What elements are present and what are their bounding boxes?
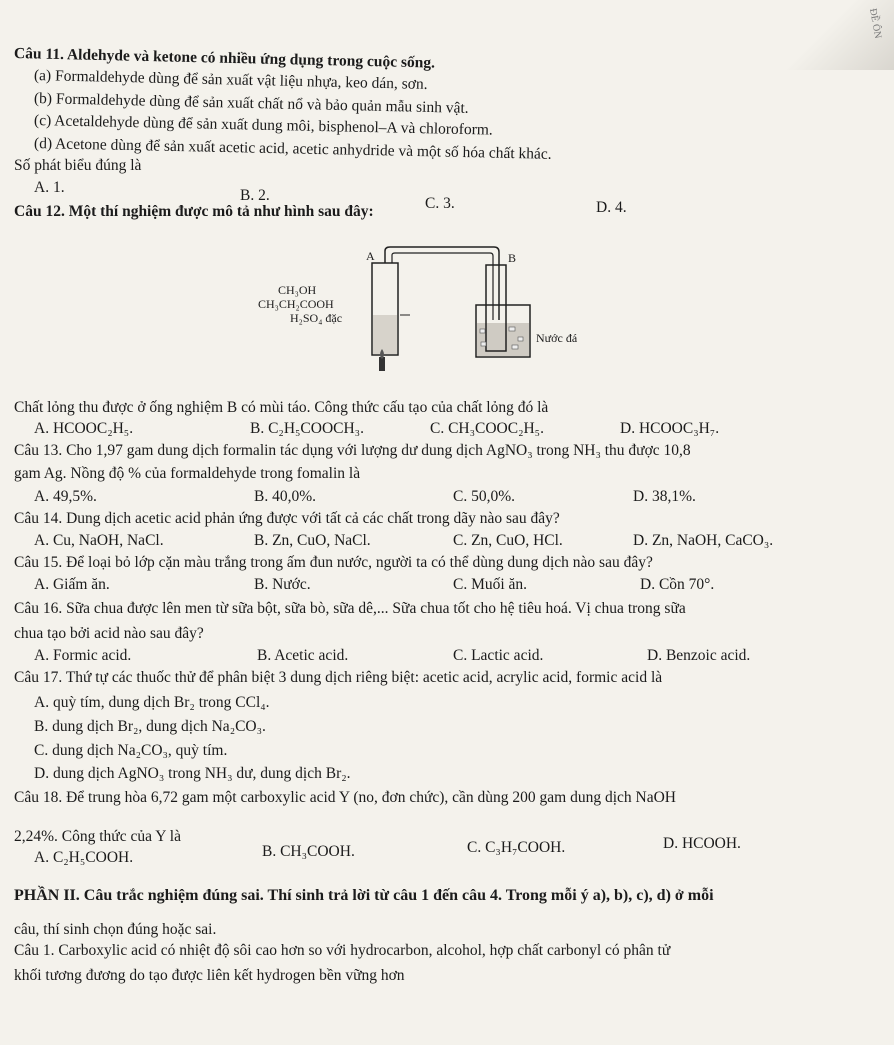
page-corner: [780, 0, 894, 70]
q16-option-d[interactable]: D. Benzoic acid.: [647, 647, 751, 664]
q11-option-d[interactable]: D. 4.: [596, 199, 627, 216]
reaction-mixture: [373, 315, 397, 354]
corner-text: ĐỀ ÔN: [867, 7, 884, 40]
q13-stem: Câu 13. Cho 1,97 gam dung dịch formalin tác dụng với lượng dư dung dịch AgNO₃ trong NH₃ thu được 10,8: [14, 442, 691, 459]
q14-option-d[interactable]: D. Zn, NaOH, CaCO₃.: [633, 532, 774, 549]
delivery-tube: [385, 247, 499, 320]
q16-option-b[interactable]: B. Acetic acid.: [257, 647, 349, 664]
part2-heading-cont: câu, thí sinh chọn đúng hoặc sai.: [14, 921, 217, 938]
q17-stem: Câu 17. Thứ tự các thuốc thử để phân biệt 3 dung dịch riêng biệt: acetic acid, acrylic acid, formic acid là: [14, 669, 663, 686]
q17-option-b[interactable]: B. dung dịch Br₂, dung dịch Na₂CO₃.: [34, 718, 266, 735]
q15-option-a[interactable]: A. Giấm ăn.: [34, 576, 110, 593]
q16-stem-cont: chua tạo bởi acid nào sau đây?: [14, 625, 204, 642]
q13-option-a[interactable]: A. 49,5%.: [34, 488, 97, 505]
q14-option-c[interactable]: C. Zn, CuO, HCl.: [453, 532, 563, 549]
reagent-sulfuric-acid: H₂SO₄ đặc: [290, 311, 343, 325]
q13-option-d[interactable]: D. 38,1%.: [633, 488, 696, 505]
q13-option-c[interactable]: C. 50,0%.: [453, 488, 515, 505]
q11-option-a[interactable]: A. 1.: [34, 179, 65, 196]
part2-heading: PHẦN II. Câu trắc nghiệm đúng sai. Thí sinh trả lời từ câu 1 đến câu 4. Trong mỗi ý a), b), c), d) ở mỗi: [14, 887, 714, 904]
q11-option-c[interactable]: C. 3.: [425, 195, 455, 212]
q12-option-a[interactable]: A. HCOOC₂H₅.: [34, 420, 134, 437]
q12-option-b[interactable]: B. C₂H₅COOCH₃.: [250, 420, 364, 437]
burner: [379, 357, 385, 371]
q14-option-b[interactable]: B. Zn, CuO, NaCl.: [254, 532, 371, 549]
q13-stem-cont: gam Ag. Nồng độ % của formaldehyde trong fomalin là: [14, 465, 361, 482]
part2-q1-cont: khối tương đương do tạo được liên kết hydrogen bền vững hơn: [14, 967, 405, 984]
q18-option-b[interactable]: B. CH₃COOH.: [262, 843, 355, 860]
q16-stem: Câu 16. Sữa chua được lên men từ sữa bột, sữa bò, sữa dê,... Sữa chua tốt cho hệ tiêu hoá. Vị chua trong sữa: [14, 600, 686, 617]
q14-option-a[interactable]: A. Cu, NaOH, NaCl.: [34, 532, 164, 549]
q12-ask: Chất lỏng thu được ở ống nghiệm B có mùi táo. Công thức cấu tạo của chất lỏng đó là: [14, 399, 549, 416]
experiment-diagram: [250, 245, 640, 385]
q11-statement-b: (b) Formaldehyde dùng để sản xuất chất nổ và bảo quản mẫu sinh vật.: [33, 90, 469, 117]
q18-option-c[interactable]: C. C₃H₇COOH.: [467, 839, 566, 856]
q12-option-d[interactable]: D. HCOOC₃H₇.: [620, 420, 720, 437]
q18-option-a[interactable]: A. C₂H₅COOH.: [34, 849, 134, 866]
q14-stem: Câu 14. Dung dịch acetic acid phản ứng được với tất cả các chất trong dãy nào sau đây?: [14, 510, 560, 527]
q11-statement-c: (c) Acetaldehyde dùng để sản xuất dung môi, bisphenol–A và chloroform.: [33, 112, 493, 139]
q17-option-c[interactable]: C. dung dịch Na₂CO₃, quỳ tím.: [34, 742, 228, 759]
q17-option-d[interactable]: D. dung dịch AgNO₃ trong NH₃ dư, dung dịch Br₂.: [34, 765, 351, 782]
reagent-methanol: CH₃OH: [278, 283, 317, 297]
q18-stem: Câu 18. Để trung hòa 6,72 gam một carboxylic acid Y (no, đơn chức), cần dùng 200 gam dung dịch NaOH: [14, 789, 676, 806]
q12-stem: Câu 12. Một thí nghiệm được mô tả như hình sau đây:: [14, 203, 374, 220]
q11-statement-a: (a) Formaldehyde dùng để sản xuất vật liệu nhựa, keo dán, sơn.: [33, 67, 428, 93]
label-tube-a: A: [366, 249, 375, 263]
q11-ask: Số phát biểu đúng là: [14, 157, 142, 174]
q16-option-a[interactable]: A. Formic acid.: [34, 647, 132, 664]
q15-option-b[interactable]: B. Nước.: [254, 576, 311, 593]
q15-option-d[interactable]: D. Cồn 70°.: [640, 576, 715, 593]
q15-stem: Câu 15. Để loại bỏ lớp cặn màu trắng trong ấm đun nước, người ta có thể dùng dung dịch nào sau đây?: [14, 554, 653, 571]
label-ice-water: Nước đá: [536, 331, 578, 345]
q11-option-b[interactable]: B. 2.: [240, 187, 270, 204]
reagent-propanoic-acid: CH₃CH₂COOH: [258, 297, 334, 311]
q17-option-a[interactable]: A. quỳ tím, dung dịch Br₂ trong CCl₄.: [34, 694, 270, 711]
q13-option-b[interactable]: B. 40,0%.: [254, 488, 316, 505]
q11-statement-d: (d) Acetone dùng để sản xuất acetic acid, acetic anhydride và một số hóa chất khác.: [33, 135, 552, 163]
q15-option-c[interactable]: C. Muối ăn.: [453, 576, 528, 593]
label-tube-b: B: [508, 251, 517, 265]
q16-option-c[interactable]: C. Lactic acid.: [453, 647, 544, 664]
q12-option-c[interactable]: C. CH₃COOC₂H₅.: [430, 420, 544, 437]
q18-option-d[interactable]: D. HCOOH.: [663, 835, 741, 852]
q18-stem-cont: 2,24%. Công thức của Y là: [14, 828, 181, 845]
part2-q1: Câu 1. Carboxylic acid có nhiệt độ sôi cao hơn so với hydrocarbon, alcohol, hợp chất carbonyl có phân tử: [14, 942, 671, 959]
q11-stem: Câu 11. Aldehyde và ketone có nhiều ứng dụng trong cuộc sống.: [13, 45, 436, 72]
